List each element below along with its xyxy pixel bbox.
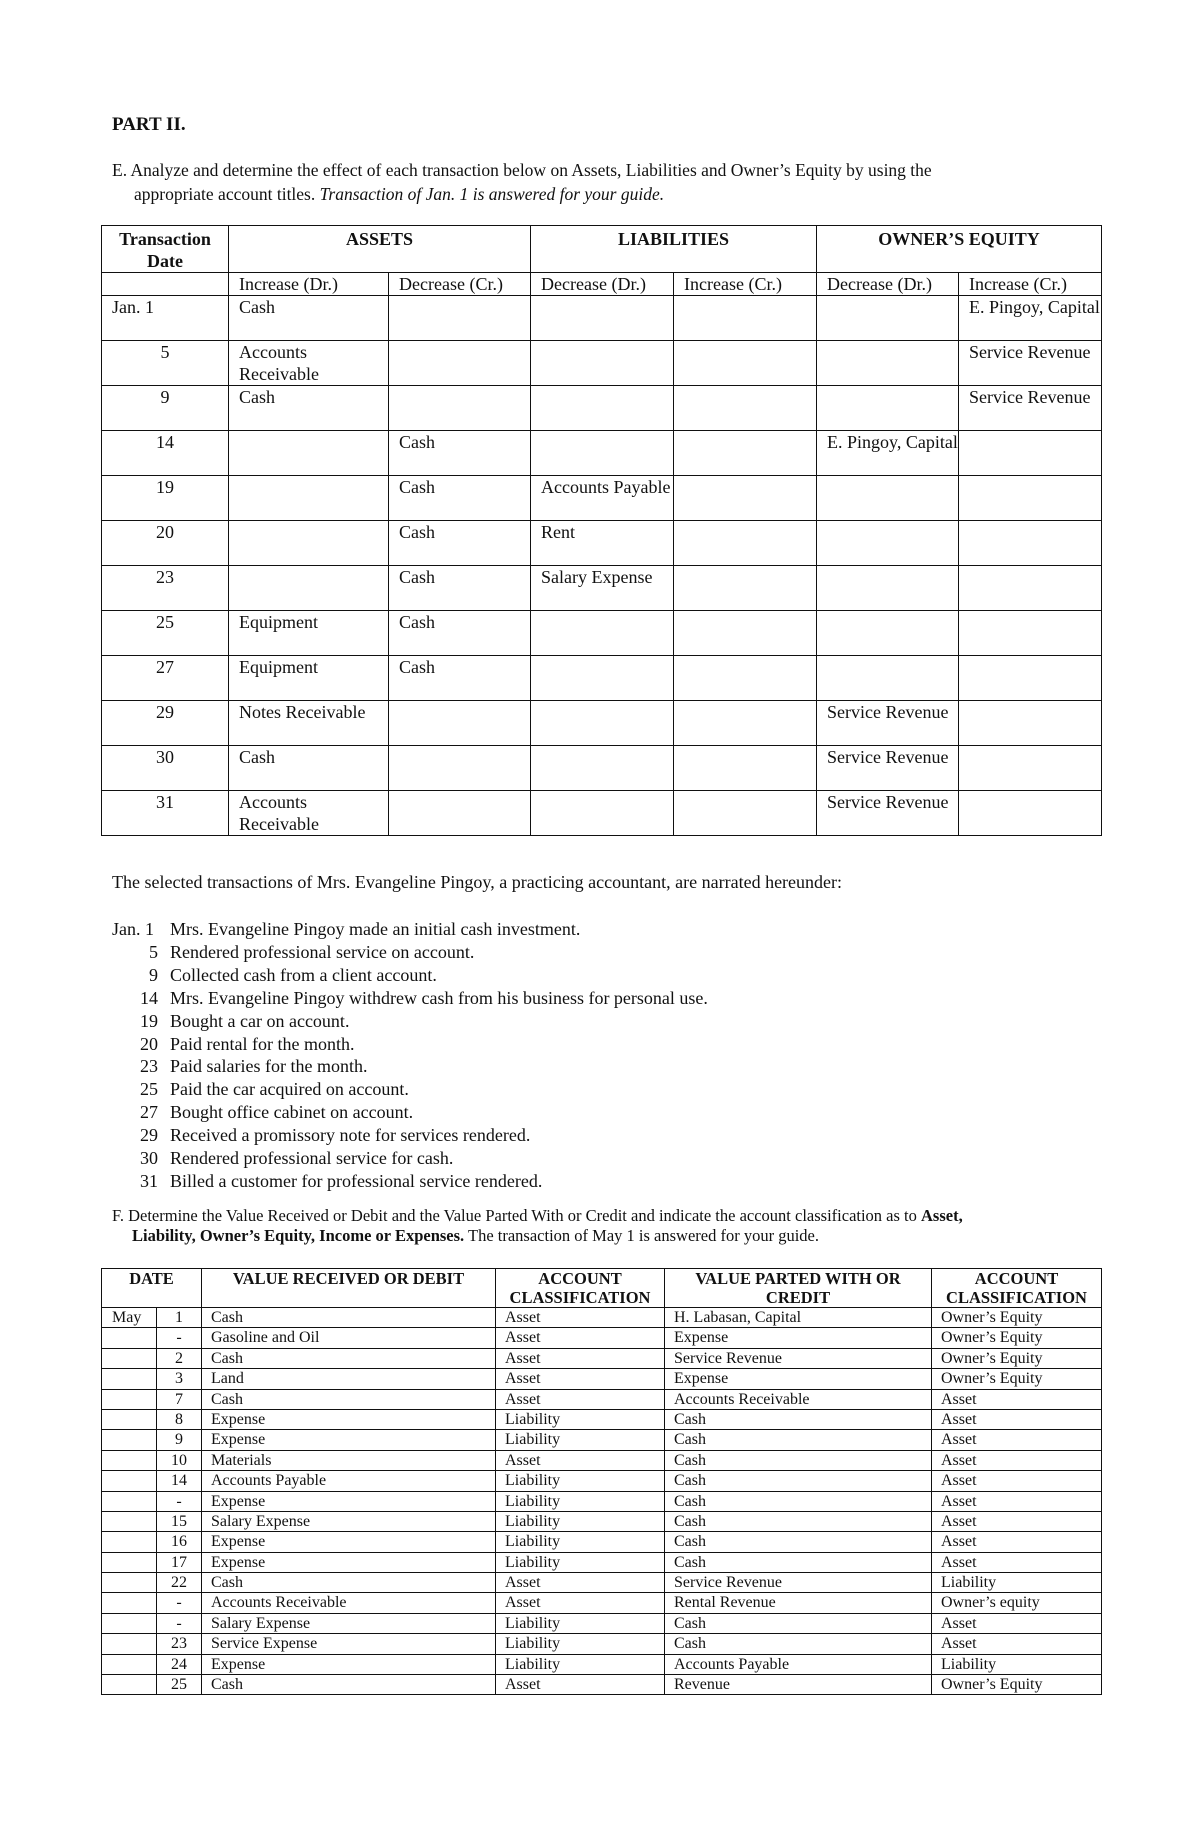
month-cell xyxy=(102,1654,157,1674)
credit-classification-cell: Owner’s Equity xyxy=(932,1369,1102,1389)
credit-classification-cell: Liability xyxy=(932,1654,1102,1674)
debit-classification-cell: Liability xyxy=(496,1511,665,1531)
debit-classification-cell: Asset xyxy=(496,1450,665,1470)
account-cell-l-inc xyxy=(674,566,817,611)
day-cell: - xyxy=(157,1613,202,1633)
table-row xyxy=(102,521,1102,566)
month-cell xyxy=(102,1471,157,1491)
month-cell xyxy=(102,1369,157,1389)
account-cell-l-dec xyxy=(531,746,674,791)
debit-account-cell: Salary Expense xyxy=(202,1511,496,1531)
account-cell-a-dec xyxy=(389,341,531,386)
table-row xyxy=(102,1348,1102,1368)
transaction-date-cell: 29 xyxy=(102,701,229,746)
header-credit-classification: ACCOUNT CLASSIFICATION xyxy=(932,1269,1102,1308)
narrative-text: Collected cash from a client account. xyxy=(170,964,437,985)
account-cell-l-dec xyxy=(531,656,674,701)
debit-account-cell: Salary Expense xyxy=(202,1613,496,1633)
month-cell xyxy=(102,1675,157,1695)
account-cell-l-inc xyxy=(674,791,817,836)
table-row xyxy=(102,431,1102,476)
header-value-received: VALUE RECEIVED OR DEBIT xyxy=(202,1269,496,1308)
transaction-date-cell: 30 xyxy=(102,746,229,791)
section-f-line2 xyxy=(112,1226,963,1246)
credit-classification-cell: Owner’s Equity xyxy=(932,1328,1102,1348)
debit-account-cell: Materials xyxy=(202,1450,496,1470)
month-cell xyxy=(102,1613,157,1633)
section-e-instructions xyxy=(112,158,932,206)
credit-classification-cell: Asset xyxy=(932,1634,1102,1654)
account-cell-l-inc xyxy=(674,341,817,386)
account-cell-e-inc xyxy=(959,521,1102,566)
table-row xyxy=(102,1308,1102,1328)
transaction-date-cell: 23 xyxy=(102,566,229,611)
credit-classification-cell: Liability xyxy=(932,1573,1102,1593)
account-cell-l-inc xyxy=(674,746,817,791)
account-cell-a-dec: Cash xyxy=(389,611,531,656)
credit-classification-cell: Asset xyxy=(932,1389,1102,1409)
account-cell-l-dec xyxy=(531,611,674,656)
subheader-assets-decrease: Decrease (Cr.) xyxy=(389,273,531,296)
credit-account-cell: Accounts Receivable xyxy=(665,1389,932,1409)
debit-classification-cell: Liability xyxy=(496,1532,665,1552)
table-row xyxy=(102,1675,1102,1695)
account-cell-a-inc xyxy=(229,431,389,476)
transaction-date-cell: 5 xyxy=(102,341,229,386)
account-cell-l-dec xyxy=(531,341,674,386)
account-cell-a-inc: Accounts Receivable xyxy=(229,341,389,386)
credit-account-cell: Cash xyxy=(665,1430,932,1450)
transaction-date-cell: 14 xyxy=(102,431,229,476)
account-cell-e-inc: Service Revenue xyxy=(959,341,1102,386)
month-cell xyxy=(102,1552,157,1572)
credit-account-cell: Cash xyxy=(665,1552,932,1572)
table-row xyxy=(102,1532,1102,1552)
account-cell-l-inc xyxy=(674,296,817,341)
day-cell: 7 xyxy=(157,1389,202,1409)
debit-account-cell: Cash xyxy=(202,1389,496,1409)
month-cell xyxy=(102,1430,157,1450)
month-cell xyxy=(102,1532,157,1552)
transaction-date-cell: Jan. 1 xyxy=(102,296,229,341)
debit-account-cell: Expense xyxy=(202,1654,496,1674)
day-cell: 24 xyxy=(157,1654,202,1674)
table-row xyxy=(102,1471,1102,1491)
day-cell: 16 xyxy=(157,1532,202,1552)
account-cell-l-inc xyxy=(674,476,817,521)
header-owners-equity: OWNER’S EQUITY xyxy=(817,226,1102,273)
table-row xyxy=(102,1634,1102,1654)
section-f-line2-plain: The transaction of May 1 is answered for your guide. xyxy=(464,1226,819,1245)
subheader-row xyxy=(102,273,1102,296)
section-e-line2-italic: Transaction of Jan. 1 is answered for your guide. xyxy=(319,184,665,204)
header-value-parted: VALUE PARTED WITH OR CREDIT xyxy=(665,1269,932,1308)
table-row xyxy=(102,791,1102,836)
section-e-line2-plain: appropriate account titles. xyxy=(134,184,320,204)
subheader-liabilities-decrease: Decrease (Dr.) xyxy=(531,273,674,296)
table-row xyxy=(102,341,1102,386)
month-cell xyxy=(102,1389,157,1409)
debit-account-cell: Accounts Receivable xyxy=(202,1593,496,1613)
narrative-item xyxy=(112,1033,708,1056)
day-cell: 2 xyxy=(157,1348,202,1368)
section-f-instructions xyxy=(112,1206,963,1246)
narrative-text: Billed a customer for professional service rendered. xyxy=(170,1170,543,1191)
narrative-date: 27 xyxy=(140,1102,158,1123)
day-cell: 25 xyxy=(157,1675,202,1695)
debit-account-cell: Cash xyxy=(202,1308,496,1328)
account-cell-l-dec: Salary Expense xyxy=(531,566,674,611)
section-f-line1-plain: F. Determine the Value Received or Debit and the Value Parted With or Credit and indicate the account classification as to xyxy=(112,1206,922,1225)
header-transaction-date: Transaction Date xyxy=(102,226,229,273)
account-cell-a-inc xyxy=(229,521,389,566)
account-cell-e-dec: Service Revenue xyxy=(817,746,959,791)
debit-account-cell: Expense xyxy=(202,1430,496,1450)
narrative-item xyxy=(112,964,708,987)
header-liabilities: LIABILITIES xyxy=(531,226,817,273)
day-cell: 23 xyxy=(157,1634,202,1654)
narrative-text: Paid rental for the month. xyxy=(170,1033,355,1054)
credit-classification-cell: Asset xyxy=(932,1430,1102,1450)
account-cell-e-dec xyxy=(817,476,959,521)
debit-account-cell: Accounts Payable xyxy=(202,1471,496,1491)
table-row xyxy=(102,1369,1102,1389)
narrative-item xyxy=(112,1170,708,1193)
table-row xyxy=(102,1450,1102,1470)
table-row xyxy=(102,1573,1102,1593)
credit-account-cell: Cash xyxy=(665,1511,932,1531)
day-cell: 14 xyxy=(157,1471,202,1491)
credit-classification-cell: Asset xyxy=(932,1532,1102,1552)
account-cell-l-dec: Accounts Payable xyxy=(531,476,674,521)
account-cell-a-dec xyxy=(389,296,531,341)
debit-classification-cell: Asset xyxy=(496,1675,665,1695)
debit-classification-cell: Asset xyxy=(496,1308,665,1328)
credit-account-cell: Rental Revenue xyxy=(665,1593,932,1613)
table-row xyxy=(102,1613,1102,1633)
month-cell xyxy=(102,1593,157,1613)
narrative-date: 29 xyxy=(140,1125,158,1146)
month-cell xyxy=(102,1328,157,1348)
narrative-text: Bought office cabinet on account. xyxy=(170,1102,414,1123)
narrative-date: 31 xyxy=(140,1170,158,1191)
credit-classification-cell: Asset xyxy=(932,1409,1102,1429)
header-debit-classification: ACCOUNT CLASSIFICATION xyxy=(496,1269,665,1308)
account-cell-e-dec: Service Revenue xyxy=(817,791,959,836)
table-row xyxy=(102,1328,1102,1348)
table-row xyxy=(102,566,1102,611)
account-cell-e-dec xyxy=(817,611,959,656)
debit-classification-cell: Asset xyxy=(496,1573,665,1593)
debit-classification-cell: Liability xyxy=(496,1471,665,1491)
narrative-text: Mrs. Evangeline Pingoy withdrew cash from his business for personal use. xyxy=(170,987,708,1008)
account-cell-e-inc xyxy=(959,566,1102,611)
table-row xyxy=(102,746,1102,791)
account-cell-e-inc xyxy=(959,611,1102,656)
narrative-intro: The selected transactions of Mrs. Evangeline Pingoy, a practicing accountant, are narrated hereunder: xyxy=(112,872,843,892)
account-cell-a-dec xyxy=(389,746,531,791)
subheader-equity-increase: Increase (Cr.) xyxy=(959,273,1102,296)
month-cell xyxy=(102,1511,157,1531)
narrative-item xyxy=(112,1078,708,1101)
table-row xyxy=(102,1409,1102,1429)
narrative-item xyxy=(112,1055,708,1078)
credit-classification-cell: Owner’s Equity xyxy=(932,1348,1102,1368)
narrative-date: 23 xyxy=(140,1056,158,1077)
account-cell-e-dec xyxy=(817,386,959,431)
table-row xyxy=(102,296,1102,341)
table-row xyxy=(102,1654,1102,1674)
effects-table xyxy=(101,225,1102,836)
debit-classification-cell: Liability xyxy=(496,1654,665,1674)
debit-account-cell: Cash xyxy=(202,1675,496,1695)
narrative-list xyxy=(112,918,708,1193)
account-cell-l-dec xyxy=(531,386,674,431)
debit-classification-cell: Asset xyxy=(496,1348,665,1368)
credit-account-cell: Cash xyxy=(665,1491,932,1511)
credit-account-cell: Service Revenue xyxy=(665,1573,932,1593)
month-cell xyxy=(102,1634,157,1654)
debit-classification-cell: Asset xyxy=(496,1593,665,1613)
month-cell: May xyxy=(102,1308,157,1328)
credit-classification-cell: Asset xyxy=(932,1450,1102,1470)
account-cell-e-inc xyxy=(959,701,1102,746)
table-row xyxy=(102,701,1102,746)
account-cell-e-dec xyxy=(817,566,959,611)
account-cell-l-inc xyxy=(674,701,817,746)
account-cell-e-dec xyxy=(817,521,959,566)
credit-account-cell: H. Labasan, Capital xyxy=(665,1308,932,1328)
credit-classification-cell: Owner’s Equity xyxy=(932,1308,1102,1328)
table-row xyxy=(102,656,1102,701)
account-cell-a-inc: Accounts Receivable xyxy=(229,791,389,836)
account-cell-a-inc: Cash xyxy=(229,296,389,341)
account-cell-e-dec: E. Pingoy, Capital xyxy=(817,431,959,476)
narrative-item xyxy=(112,1101,708,1124)
table-row xyxy=(102,1430,1102,1450)
credit-account-cell: Accounts Payable xyxy=(665,1654,932,1674)
narrative-date: Jan. 1 xyxy=(112,919,154,939)
narrative-date: 14 xyxy=(140,987,158,1008)
account-cell-e-inc xyxy=(959,791,1102,836)
narrative-date: 20 xyxy=(140,1033,158,1054)
debit-classification-cell: Asset xyxy=(496,1389,665,1409)
account-cell-a-inc: Equipment xyxy=(229,611,389,656)
day-cell: 15 xyxy=(157,1511,202,1531)
day-cell: - xyxy=(157,1491,202,1511)
account-cell-l-dec xyxy=(531,791,674,836)
table-row xyxy=(102,1552,1102,1572)
month-cell xyxy=(102,1573,157,1593)
account-cell-e-dec xyxy=(817,296,959,341)
month-cell xyxy=(102,1491,157,1511)
credit-account-cell: Revenue xyxy=(665,1675,932,1695)
account-cell-a-dec: Cash xyxy=(389,566,531,611)
narrative-date: 5 xyxy=(149,941,158,962)
credit-classification-cell: Asset xyxy=(932,1471,1102,1491)
table-row xyxy=(102,1511,1102,1531)
credit-account-cell: Service Revenue xyxy=(665,1348,932,1368)
account-cell-a-dec xyxy=(389,386,531,431)
narrative-item xyxy=(112,1147,708,1170)
section-f-line1-bold: Asset, xyxy=(921,1206,963,1225)
debit-classification-cell: Asset xyxy=(496,1328,665,1348)
day-cell: 3 xyxy=(157,1369,202,1389)
table-row xyxy=(102,1491,1102,1511)
account-cell-e-dec: Service Revenue xyxy=(817,701,959,746)
narrative-item xyxy=(112,918,708,941)
debit-account-cell: Gasoline and Oil xyxy=(202,1328,496,1348)
table-row xyxy=(102,476,1102,521)
subheader-liabilities-increase: Increase (Cr.) xyxy=(674,273,817,296)
debit-classification-cell: Asset xyxy=(496,1369,665,1389)
section-e-line1: E. Analyze and determine the effect of each transaction below on Assets, Liabilities and Owner’s Equity by using the xyxy=(112,160,932,180)
account-cell-a-inc xyxy=(229,566,389,611)
account-cell-a-inc: Cash xyxy=(229,386,389,431)
credit-account-cell: Cash xyxy=(665,1613,932,1633)
credit-classification-cell: Owner’s Equity xyxy=(932,1675,1102,1695)
table-row xyxy=(102,1389,1102,1409)
narrative-item xyxy=(112,1010,708,1033)
debit-classification-cell: Liability xyxy=(496,1491,665,1511)
account-cell-l-dec xyxy=(531,431,674,476)
credit-account-cell: Cash xyxy=(665,1634,932,1654)
day-cell: 17 xyxy=(157,1552,202,1572)
debit-account-cell: Cash xyxy=(202,1348,496,1368)
debit-classification-cell: Liability xyxy=(496,1430,665,1450)
debit-account-cell: Land xyxy=(202,1369,496,1389)
transaction-date-cell: 9 xyxy=(102,386,229,431)
section-f-line1 xyxy=(112,1206,963,1225)
debit-classification-cell: Liability xyxy=(496,1409,665,1429)
credit-account-cell: Cash xyxy=(665,1471,932,1491)
debit-classification-cell: Liability xyxy=(496,1634,665,1654)
narrative-item xyxy=(112,987,708,1010)
subheader-equity-decrease: Decrease (Dr.) xyxy=(817,273,959,296)
subheader-assets-increase: Increase (Dr.) xyxy=(229,273,389,296)
narrative-text: Received a promissory note for services rendered. xyxy=(170,1125,531,1146)
day-cell: 1 xyxy=(157,1308,202,1328)
account-cell-l-dec xyxy=(531,296,674,341)
credit-classification-cell: Asset xyxy=(932,1511,1102,1531)
month-cell xyxy=(102,1450,157,1470)
account-cell-a-inc: Cash xyxy=(229,746,389,791)
account-cell-l-inc xyxy=(674,386,817,431)
account-cell-a-dec: Cash xyxy=(389,521,531,566)
credit-classification-cell: Owner’s equity xyxy=(932,1593,1102,1613)
section-e-line2 xyxy=(112,182,932,206)
header-date: DATE xyxy=(102,1269,202,1308)
section-f-line2-bold: Liability, Owner’s Equity, Income or Expenses. xyxy=(132,1226,465,1245)
month-cell xyxy=(102,1348,157,1368)
debit-account-cell: Expense xyxy=(202,1552,496,1572)
debit-classification-cell: Liability xyxy=(496,1613,665,1633)
header-assets: ASSETS xyxy=(229,226,531,273)
table-row xyxy=(102,611,1102,656)
credit-classification-cell: Asset xyxy=(932,1552,1102,1572)
account-cell-a-inc: Equipment xyxy=(229,656,389,701)
debit-account-cell: Service Expense xyxy=(202,1634,496,1654)
day-cell: 22 xyxy=(157,1573,202,1593)
table-row xyxy=(102,386,1102,431)
account-cell-e-dec xyxy=(817,656,959,701)
narrative-text: Paid salaries for the month. xyxy=(170,1056,368,1077)
account-cell-a-inc: Notes Receivable xyxy=(229,701,389,746)
debit-account-cell: Expense xyxy=(202,1409,496,1429)
account-cell-e-inc: Service Revenue xyxy=(959,386,1102,431)
account-cell-e-inc xyxy=(959,656,1102,701)
debit-account-cell: Cash xyxy=(202,1573,496,1593)
account-cell-l-dec: Rent xyxy=(531,521,674,566)
transaction-date-cell: 19 xyxy=(102,476,229,521)
day-cell: - xyxy=(157,1593,202,1613)
account-cell-a-dec: Cash xyxy=(389,431,531,476)
credit-account-cell: Cash xyxy=(665,1409,932,1429)
credit-account-cell: Expense xyxy=(665,1369,932,1389)
credit-classification-cell: Asset xyxy=(932,1613,1102,1633)
account-cell-a-dec: Cash xyxy=(389,476,531,521)
account-cell-e-inc xyxy=(959,431,1102,476)
debit-account-cell: Expense xyxy=(202,1491,496,1511)
debit-account-cell: Expense xyxy=(202,1532,496,1552)
narrative-date: 9 xyxy=(149,964,158,985)
account-cell-l-inc xyxy=(674,656,817,701)
account-cell-a-dec: Cash xyxy=(389,656,531,701)
account-cell-l-dec xyxy=(531,701,674,746)
transaction-date-cell: 27 xyxy=(102,656,229,701)
transaction-date-cell: 25 xyxy=(102,611,229,656)
debit-classification-cell: Liability xyxy=(496,1552,665,1572)
account-cell-e-inc: E. Pingoy, Capital xyxy=(959,296,1102,341)
narrative-item xyxy=(112,1124,708,1147)
day-cell: 8 xyxy=(157,1409,202,1429)
transaction-date-cell: 31 xyxy=(102,791,229,836)
part-title: PART II. xyxy=(112,114,186,135)
account-cell-e-dec xyxy=(817,341,959,386)
narrative-text: Paid the car acquired on account. xyxy=(170,1079,409,1100)
narrative-text: Mrs. Evangeline Pingoy made an initial cash investment. xyxy=(170,919,581,939)
narrative-item xyxy=(112,941,708,964)
narrative-text: Bought a car on account. xyxy=(170,1010,350,1031)
narrative-date: 25 xyxy=(140,1079,158,1100)
account-cell-a-dec xyxy=(389,701,531,746)
credit-classification-cell: Asset xyxy=(932,1491,1102,1511)
account-cell-l-inc xyxy=(674,611,817,656)
month-cell xyxy=(102,1409,157,1429)
credit-account-cell: Cash xyxy=(665,1450,932,1470)
credit-account-cell: Cash xyxy=(665,1532,932,1552)
subheader-blank xyxy=(102,273,229,296)
account-cell-e-inc xyxy=(959,476,1102,521)
day-cell: 9 xyxy=(157,1430,202,1450)
transaction-date-cell: 20 xyxy=(102,521,229,566)
table-row xyxy=(102,1593,1102,1613)
narrative-date: 30 xyxy=(140,1148,158,1169)
debit-credit-table xyxy=(101,1268,1102,1695)
account-cell-e-inc xyxy=(959,746,1102,791)
account-cell-l-inc xyxy=(674,521,817,566)
account-cell-a-inc xyxy=(229,476,389,521)
day-cell: - xyxy=(157,1328,202,1348)
credit-account-cell: Expense xyxy=(665,1328,932,1348)
narrative-text: Rendered professional service on account. xyxy=(170,941,475,962)
narrative-text: Rendered professional service for cash. xyxy=(170,1148,454,1169)
narrative-date: 19 xyxy=(140,1010,158,1031)
account-cell-a-dec xyxy=(389,791,531,836)
account-cell-l-inc xyxy=(674,431,817,476)
day-cell: 10 xyxy=(157,1450,202,1470)
